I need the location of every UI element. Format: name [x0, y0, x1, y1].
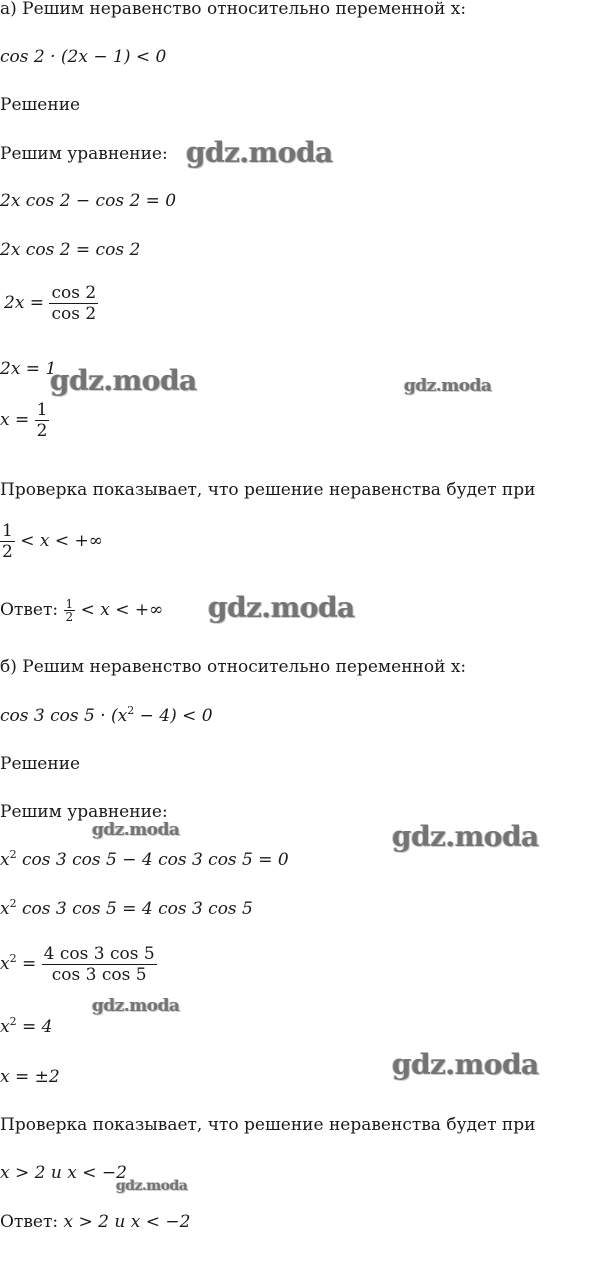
part-b-step-3-fraction — [42, 944, 157, 985]
part-b-solution-label: Решение — [0, 754, 81, 774]
part-b-inequality-pre: cos 3 cos 5 · (x — [0, 706, 128, 726]
watermark-logo: gdz.moda — [186, 136, 333, 169]
watermark-logo: gdz.moda — [92, 996, 180, 1016]
fraction-denominator: cos 2 — [51, 304, 97, 324]
part-b-step-5: x = ±2 — [0, 1067, 60, 1087]
exponent: 2 — [9, 897, 17, 910]
watermark-logo: gdz.moda — [92, 820, 180, 840]
part-b-step-4 — [0, 1016, 52, 1038]
part-b-step-3 — [0, 944, 157, 985]
part-a-step-5-fraction — [35, 400, 50, 441]
exponent: 2 — [127, 704, 135, 717]
part-b-answer — [0, 1211, 190, 1233]
fraction-numerator: 1 — [36, 400, 48, 420]
part-b-answer-label: Ответ: — [0, 1212, 59, 1232]
part-a-step-4: 2x = 1 — [0, 359, 57, 379]
watermark-logo: gdz.moda — [116, 1178, 188, 1194]
part-a-range-fraction — [0, 521, 15, 562]
part-b-inequality-post: − 4) < 0 — [134, 706, 213, 726]
variable: x — [0, 899, 10, 919]
part-a-step-5 — [0, 400, 49, 441]
watermark-logo: gdz.moda — [404, 376, 492, 396]
part-b-range: x > 2 и x < −2 — [0, 1163, 127, 1183]
part-a-answer-rest: < x < +∞ — [80, 600, 164, 620]
part-b-step-2-rest: cos 3 cos 5 = 4 cos 3 cos 5 — [16, 899, 253, 919]
variable: x — [0, 954, 10, 974]
watermark-logo: gdz.moda — [392, 1048, 539, 1081]
part-a-step-2: 2x cos 2 = cos 2 — [0, 240, 141, 260]
watermark-logo: gdz.moda — [392, 820, 539, 853]
watermark-logo: gdz.moda — [208, 591, 355, 624]
part-b-step-1 — [0, 849, 289, 871]
fraction-numerator: 4 cos 3 cos 5 — [43, 944, 155, 964]
part-a-heading: а) Решим неравенство относительно переменной x: — [0, 0, 467, 19]
fraction-denominator: cos 3 cos 5 — [42, 964, 157, 985]
part-a-answer — [0, 598, 163, 623]
part-b-step-4-rest: = 4 — [16, 1017, 53, 1037]
part-b-step-2 — [0, 898, 253, 920]
part-a-step-3 — [4, 283, 98, 324]
fraction-denominator: 2 — [36, 421, 48, 441]
part-a-inequality: cos 2 · (2x − 1) < 0 — [0, 47, 167, 67]
part-a-step-1: 2x cos 2 − cos 2 = 0 — [0, 191, 177, 211]
part-a-solve-eq-label: Решим уравнение: — [0, 144, 168, 164]
part-a-range — [0, 521, 103, 562]
fraction-numerator: 1 — [2, 521, 13, 541]
variable: x — [0, 850, 10, 870]
fraction-numerator: cos 2 — [51, 283, 97, 303]
part-a-step-3-lhs: 2x = — [4, 293, 45, 313]
equals-sign: = — [16, 954, 37, 974]
part-b-heading: б) Решим неравенство относительно переменной x: — [0, 657, 467, 677]
part-b-answer-value: x > 2 и x < −2 — [63, 1212, 191, 1232]
part-a-answer-label: Ответ: — [0, 600, 59, 620]
part-a-solution-label: Решение — [0, 95, 81, 115]
part-a-step-5-lhs: x = — [0, 410, 30, 430]
part-a-range-rest: < x < +∞ — [20, 531, 103, 551]
part-a-answer-fraction — [64, 598, 76, 623]
part-a-step-3-fraction — [49, 283, 98, 324]
exponent: 2 — [9, 952, 17, 965]
fraction-numerator: 1 — [65, 597, 74, 611]
watermark-logo: gdz.moda — [50, 364, 197, 397]
variable: x — [0, 1017, 10, 1037]
fraction-denominator: 2 — [65, 610, 74, 624]
part-a-check-text: Проверка показывает, что решение неравенства будет при — [0, 480, 536, 500]
part-b-solve-eq-label: Решим уравнение: — [0, 802, 168, 822]
fraction-denominator: 2 — [2, 542, 13, 562]
part-b-step-1-rest: cos 3 cos 5 − 4 cos 3 cos 5 = 0 — [16, 850, 289, 870]
part-b-check-text: Проверка показывает, что решение неравенства будет при — [0, 1115, 536, 1135]
exponent: 2 — [9, 848, 17, 861]
part-b-inequality — [0, 705, 213, 727]
exponent: 2 — [9, 1015, 17, 1028]
